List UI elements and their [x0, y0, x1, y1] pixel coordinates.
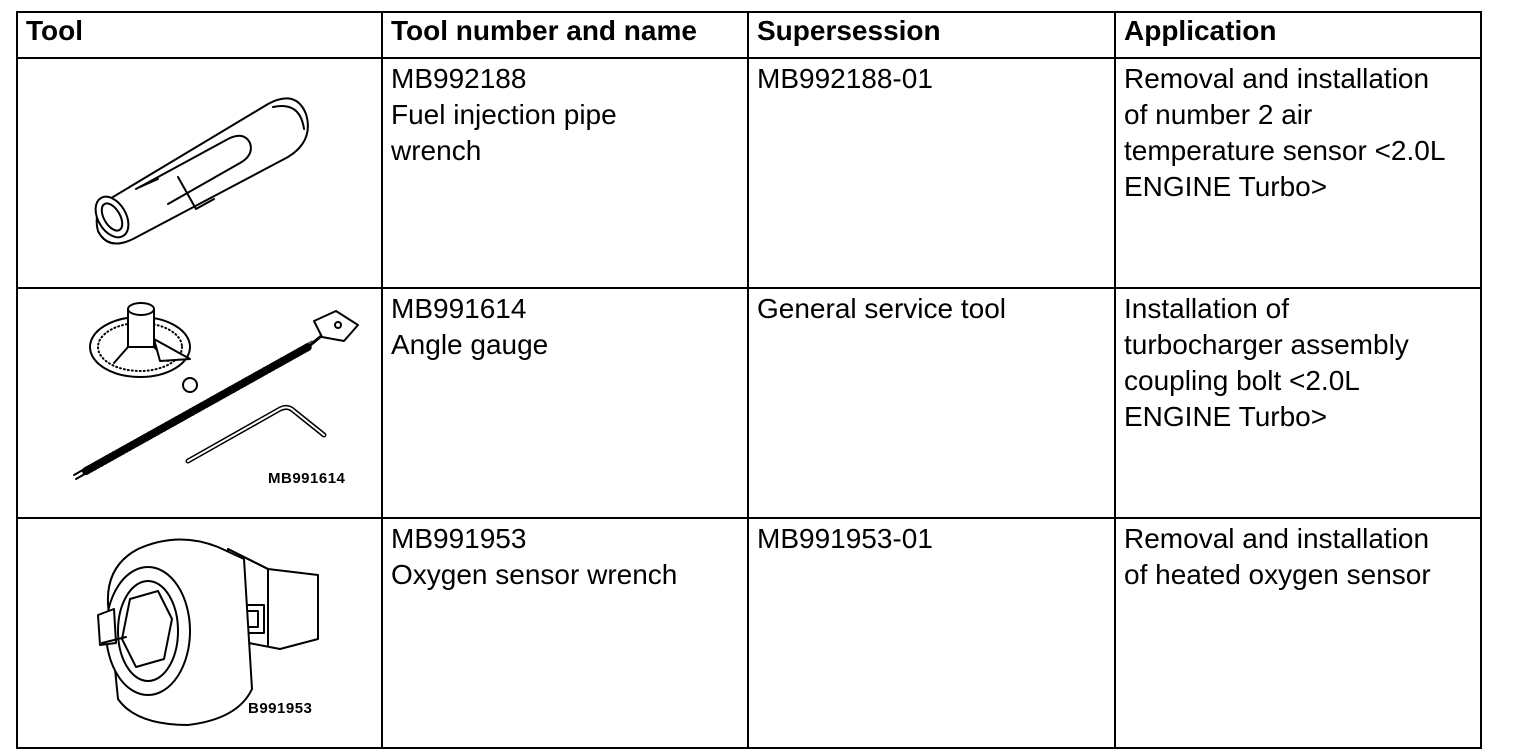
tool-number-and-name-cell	[382, 288, 748, 518]
application-line: ENGINE Turbo>	[1124, 401, 1328, 432]
tool-name-line: wrench	[391, 135, 482, 166]
supersession-cell	[748, 288, 1115, 518]
tool-name-line: Fuel injection pipe	[391, 99, 617, 130]
application-cell	[1115, 58, 1481, 288]
fuel-injection-pipe-wrench-icon	[18, 59, 381, 285]
application-line: of number 2 air	[1124, 99, 1313, 130]
tool-image-cell	[17, 58, 382, 288]
special-tools-table	[16, 11, 1482, 749]
header-tool-number-and-name: Tool number and name	[382, 12, 748, 58]
supersession-cell	[748, 518, 1115, 748]
application-line: temperature sensor <2.0L	[1124, 135, 1446, 166]
oxygen-sensor-wrench-icon	[18, 519, 381, 745]
application-line: Removal and installation	[1124, 63, 1430, 94]
tool-image-cell	[17, 288, 382, 518]
application-cell	[1115, 288, 1481, 518]
header-supersession: Supersession	[748, 12, 1115, 58]
supersession-value: MB991953-01	[757, 523, 933, 554]
supersession-value: MB992188-01	[757, 63, 933, 94]
tool-number: MB991614	[391, 293, 527, 324]
tool-image-label: MB991614	[268, 470, 346, 487]
application-line: turbocharger assembly	[1124, 329, 1409, 360]
table-row	[17, 288, 1481, 518]
table-row	[17, 518, 1481, 748]
table-header-row	[17, 12, 1481, 58]
tool-number: MB991953	[391, 523, 527, 554]
tool-name-line: Oxygen sensor wrench	[391, 559, 678, 590]
tool-number-and-name-cell	[382, 518, 748, 748]
application-line: of heated oxygen sensor	[1124, 559, 1431, 590]
supersession-cell	[748, 58, 1115, 288]
tool-name-line: Angle gauge	[391, 329, 549, 360]
supersession-value: General service tool	[757, 293, 1007, 324]
tool-image-cell	[17, 518, 382, 748]
table-row	[17, 58, 1481, 288]
application-line: Installation of	[1124, 293, 1289, 324]
header-tool: Tool	[17, 12, 382, 58]
application-cell	[1115, 518, 1481, 748]
tool-image-label: B991953	[248, 700, 313, 717]
tool-number: MB992188	[391, 63, 527, 94]
tool-number-and-name-cell	[382, 58, 748, 288]
application-line: coupling bolt <2.0L	[1124, 365, 1360, 396]
header-application: Application	[1115, 12, 1481, 58]
application-line: ENGINE Turbo>	[1124, 171, 1328, 202]
application-line: Removal and installation	[1124, 523, 1430, 554]
